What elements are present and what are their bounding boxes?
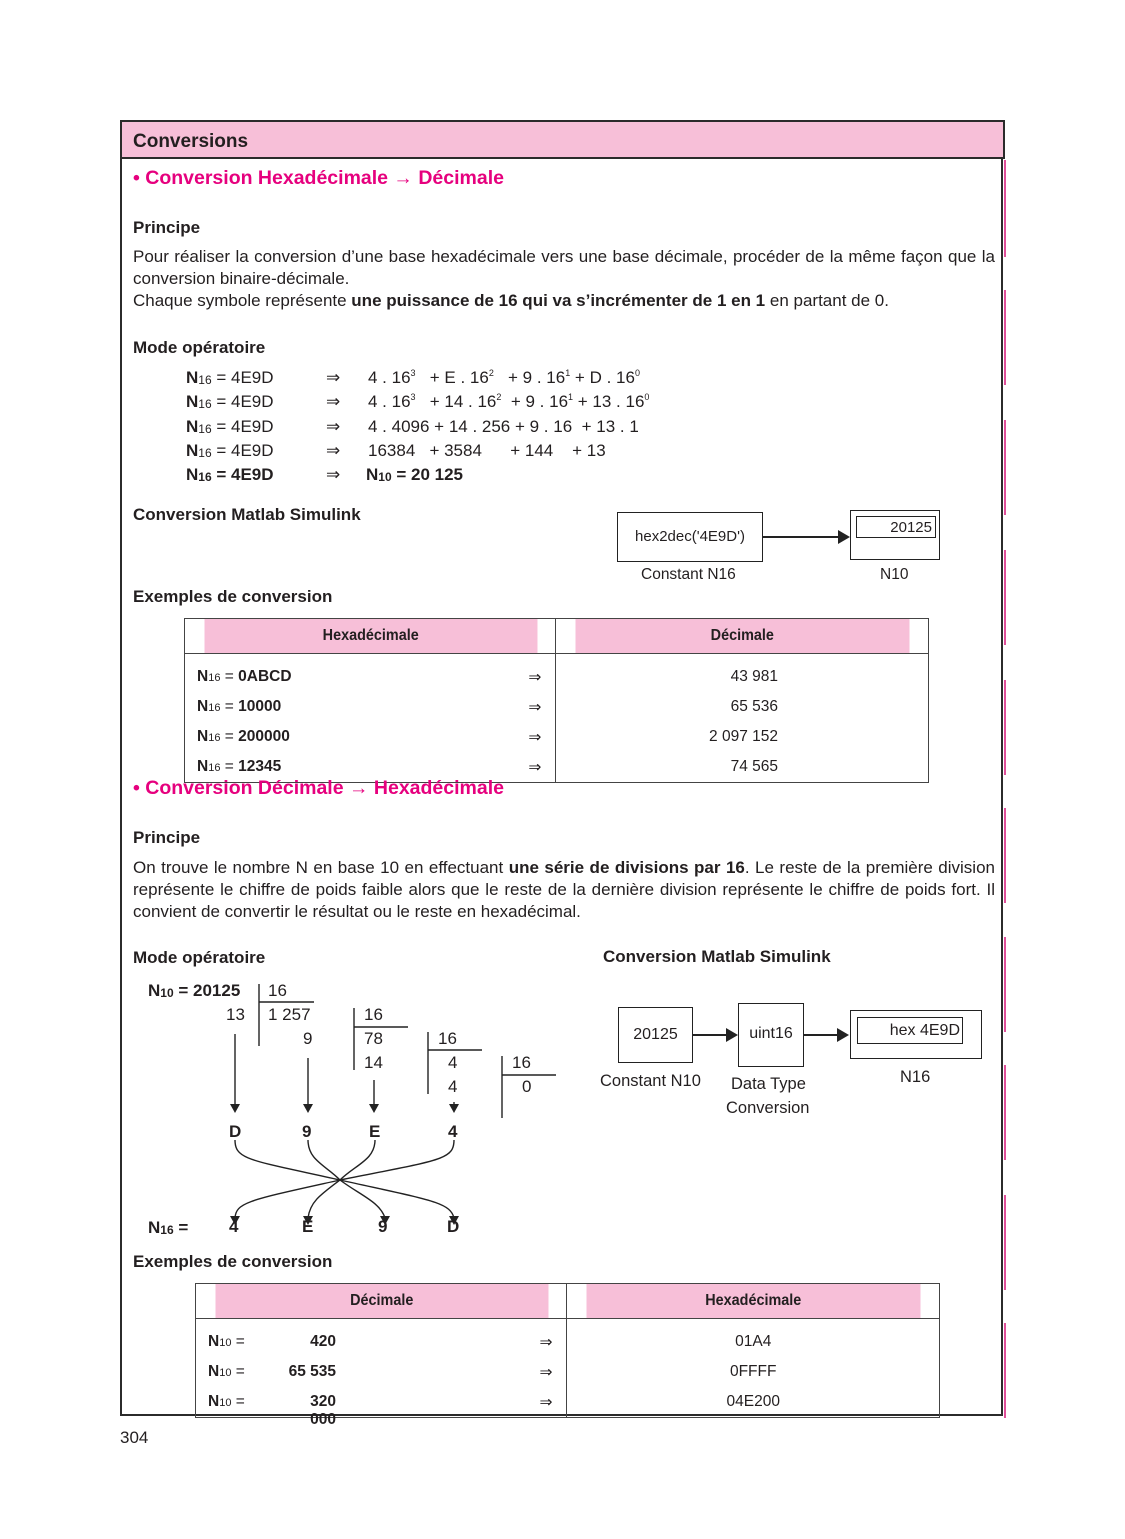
digit-top: 4: [448, 1122, 458, 1141]
examples-heading: Exemples de conversion: [133, 1252, 333, 1271]
mode-operatoire-heading: Mode opératoire: [133, 338, 266, 357]
display-label: N10: [880, 566, 909, 583]
table-row: N16 = 10000 ⇒ 65 536: [185, 692, 929, 722]
calc-line-result: $N_{16} = 4E9D$ ⇒ $N_{10} = 20$ 125: [186, 465, 464, 484]
table-row: N16 = 200000 ⇒ 2 097 152: [185, 722, 929, 752]
header-bar: [120, 120, 1005, 159]
remainder: 13: [226, 1005, 245, 1024]
edge-stripe: [1004, 550, 1006, 645]
conversion-label-1: Data Type: [731, 1075, 806, 1093]
quotient: 0: [522, 1077, 532, 1096]
principe-line-2: Chaque symbole représente une puissance de 16 qui va s’incrémenter de 1 en 1 en partant de 0.: [133, 291, 889, 310]
remainder: 4: [448, 1077, 458, 1096]
signal-line: [804, 1034, 840, 1036]
digit-bottom: D: [447, 1217, 460, 1236]
table-row: N10 = 65 535 ⇒ 0FFFF: [196, 1357, 940, 1387]
edge-stripe: [1004, 420, 1006, 515]
table-row: N16 = 12345 ⇒ 74 565: [185, 752, 929, 783]
edge-stripe: [1004, 290, 1006, 385]
column-header: Décimale: [214, 1284, 548, 1319]
remainder: 14: [364, 1053, 383, 1072]
quotient: 78: [364, 1029, 383, 1048]
calc-line: $N_{16} = 4E9D$ ⇒ 16384 + 3584 + 144 + 13: [186, 441, 606, 460]
quotient: 4: [448, 1053, 458, 1072]
display-value-box: hex 4E9D: [857, 1017, 963, 1044]
column-header: Hexadécimale: [203, 619, 537, 654]
calc-line: $N_{16} = 4E9D$ ⇒ 4 . 4096 + 14 . 256 + 9 . 16 + 13 . 1: [186, 417, 639, 436]
calc-line: $N_{16} = 4E9D$ ⇒ 4 . $16^3 + E$ . $16^2 + 9$ . $16^1 + D$ . $16^0$: [186, 368, 640, 387]
principe-heading: Principe: [133, 218, 201, 237]
constant-block-n16: hex2dec('4E9D'): [617, 512, 763, 562]
result-label: $N_{16}$ =: [148, 1218, 189, 1237]
division-lines: [140, 980, 580, 1260]
display-block-n10: [850, 510, 940, 560]
digit-bottom: 4: [229, 1217, 239, 1236]
arrow-head-icon: [838, 530, 850, 544]
constant-label: Constant N16: [641, 566, 736, 583]
edge-stripe: [1004, 160, 1006, 257]
data-type-conversion-block: uint16: [738, 1003, 804, 1067]
dec-to-hex-table: [195, 1283, 940, 1428]
column-header: Hexadécimale: [586, 1284, 921, 1319]
arrow-head-icon: [837, 1028, 849, 1042]
principe-text: Pour réaliser la conversion d’une base hexadécimale vers une base décimale, procéder de la même façon que la conversion binaire-décimale.: [133, 247, 995, 288]
edge-stripe: [1004, 937, 1006, 1032]
digit-bottom: 9: [378, 1217, 388, 1236]
simulink-heading: Conversion Matlab Simulink: [603, 947, 831, 966]
divisor: 16: [438, 1029, 457, 1048]
display-value-box: 20125: [856, 516, 936, 538]
examples-heading: Exemples de conversion: [133, 587, 333, 606]
edge-stripe: [1004, 808, 1006, 903]
digit-top: 9: [302, 1122, 312, 1141]
edge-stripe: [1004, 1065, 1006, 1160]
division-start: $N_{10} = 20125$: [148, 981, 241, 1000]
signal-line: [693, 1034, 729, 1036]
page-number: 304: [120, 1428, 149, 1447]
constant-label: Constant N10: [600, 1072, 701, 1090]
signal-line: [763, 536, 841, 538]
digit-top: E: [369, 1122, 381, 1141]
digit-bottom: E: [302, 1217, 314, 1236]
page-title: Conversions: [133, 131, 249, 152]
column-header: Décimale: [575, 619, 910, 654]
constant-block-n10: 20125: [618, 1007, 693, 1063]
divisor: 16: [268, 981, 287, 1000]
arrow-head-icon: [726, 1028, 738, 1042]
edge-stripe: [1004, 1195, 1006, 1290]
mode-operatoire-heading: Mode opératoire: [133, 948, 266, 967]
conversion-label-2: Conversion: [726, 1099, 810, 1117]
edge-stripe: [1004, 680, 1006, 775]
remainder: 9: [303, 1029, 313, 1048]
principe-heading: Principe: [133, 828, 201, 847]
display-block-n16: [850, 1010, 982, 1059]
edge-stripe: [1004, 1323, 1006, 1418]
principe-paragraph: On trouve le nombre N en base 10 en effectuant une série de divisions par 16. Le reste de la première division représente le chiffre de poids faible alors que le reste de la dernière division représente le chiffre de poids fort. Il convient de convertir le résultat ou le reste en hexadécimal.: [133, 858, 995, 921]
divisor: 16: [364, 1005, 383, 1024]
principe-paragraph: [133, 246, 995, 312]
hex-to-dec-table: [184, 618, 929, 783]
table-row: N16 = 0ABCD ⇒ 43 981: [185, 662, 929, 692]
display-label: N16: [900, 1068, 931, 1086]
divisor: 16: [512, 1053, 531, 1072]
table-row: N10 = 420 ⇒ 01A4: [196, 1327, 940, 1357]
digit-top: D: [229, 1122, 242, 1141]
section-title-hex-to-dec: • Conversion Hexadécimale → Décimale: [133, 167, 504, 189]
section-title-dec-to-hex: • Conversion Décimale → Hexadécimale: [133, 777, 504, 799]
calc-line: $N_{16} = 4E9D$ ⇒ 4 . $16^3 + 14$ . $16^2 + 9$ . $16^1 + 13$ . $16^0$: [186, 392, 650, 411]
simulink-heading: Conversion Matlab Simulink: [133, 505, 361, 524]
quotient: 1 257: [268, 1005, 311, 1024]
table-row: N10 = 320 000 ⇒ 04E200: [196, 1387, 940, 1418]
